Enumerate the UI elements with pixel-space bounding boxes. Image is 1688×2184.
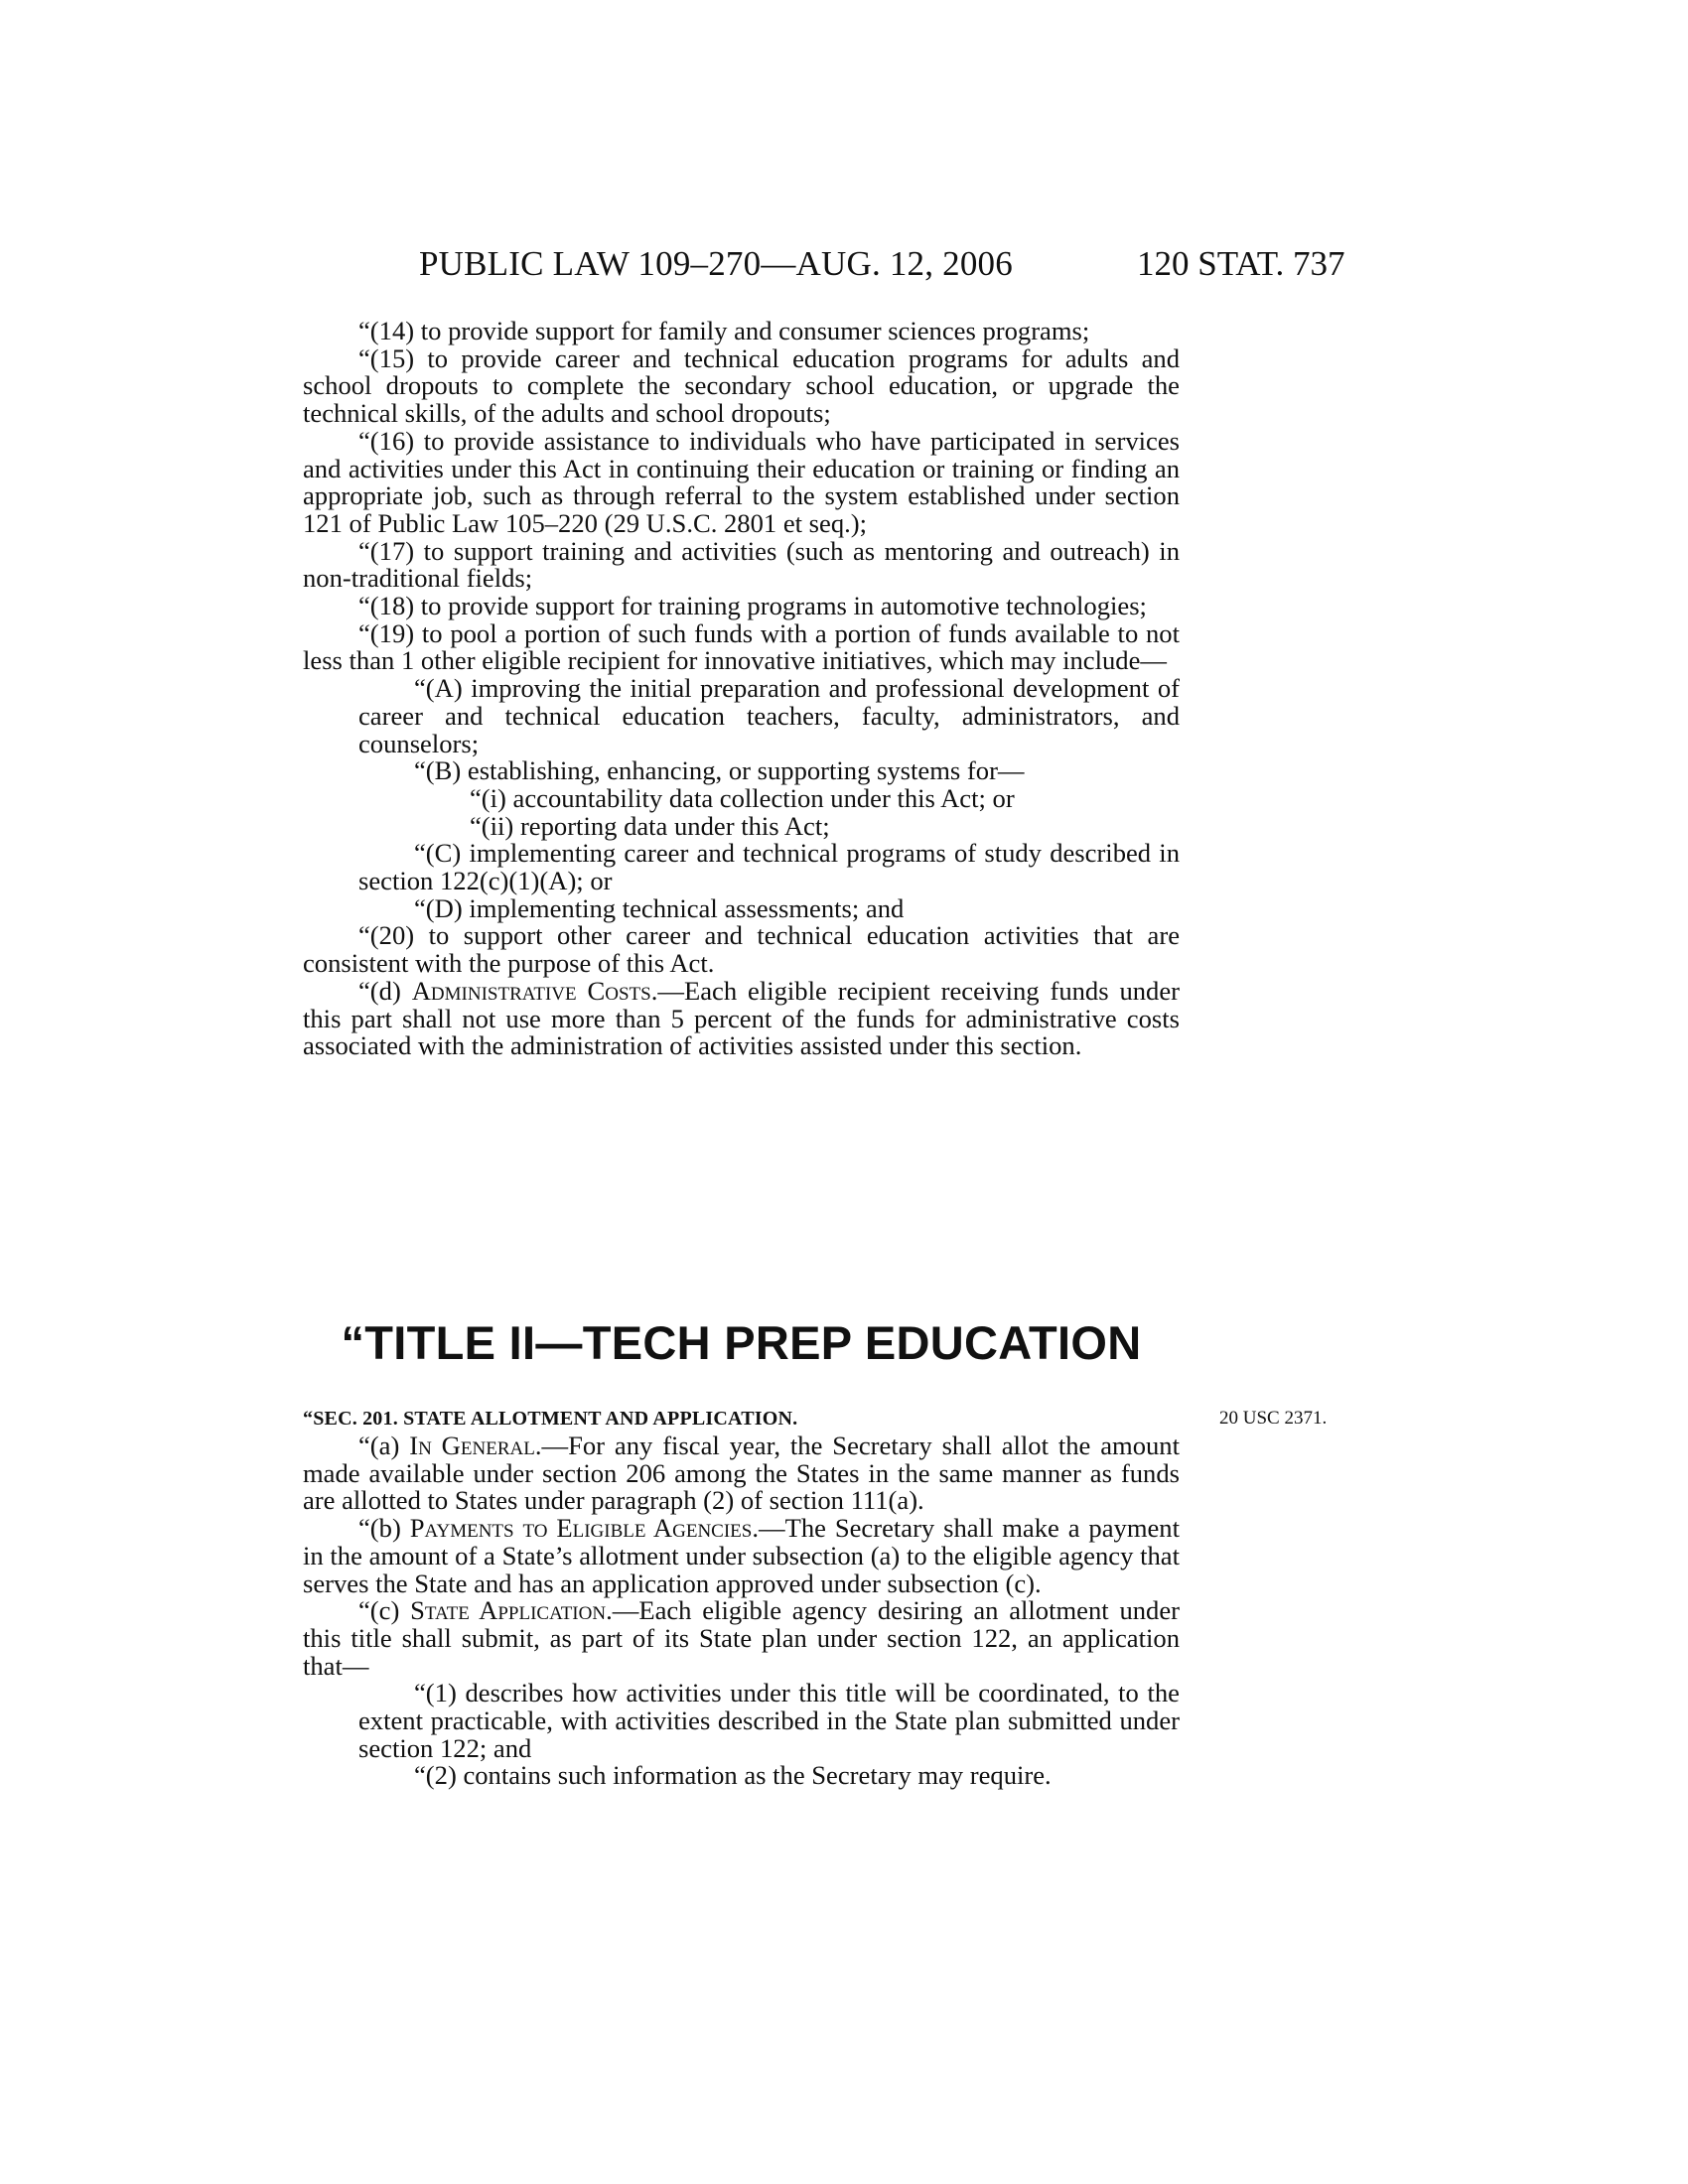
body-text-top [303,318,1180,1060]
subsection-d-heading: Administrative Costs [411,975,651,1006]
paragraph-20: “(20) to support other career and technical education activities that are consistent with the purpose of this Act. [303,920,1180,979]
subsection-c [303,1597,1180,1680]
subsection-c-body: .—Each eligible agency desiring an allotment under this title shall submit, as part of its State plan under section 122, an application that— [303,1595,1181,1681]
subparagraph-d: “(D) implementing technical assessments; and [414,892,905,923]
paragraph-19: “(19) to pool a portion of such funds with a portion of funds available to not less than 1 other eligible recipient for innovative initiatives, which may include— [303,617,1180,676]
subsection-b-heading: Payments to Eligible Agencies [409,1513,753,1544]
paragraph-18: “(18) to provide support for training programs in automotive technologies; [358,591,1147,621]
paragraph-c1: “(1) describes how activities under this title will be coordinated, to the extent practicable, with activities described in the State plan submitted under section 122; and [358,1678,1180,1763]
subsection-b-prefix: “(b) [358,1513,410,1544]
subsection-c-prefix: “(c) [358,1595,411,1626]
subsection-a-heading: In General [409,1431,535,1460]
subsection-b [303,1515,1180,1597]
subsection-a-prefix: “(a) [358,1431,410,1460]
title-heading: “TITLE II—TECH PREP EDUCATION [341,1316,1142,1369]
paragraph-c2: “(2) contains such information as the Secretary may require. [414,1760,1052,1791]
body-text-bottom [303,1433,1180,1790]
subsection-b-body: .—The Secretary shall make a payment in the amount of a State’s allotment under subsection (a) to the eligible agency that serves the State and has an application approved under subsection (c). [303,1513,1180,1598]
running-header-left: PUBLIC LAW 109–270—AUG. 12, 2006 [419,244,1013,283]
subsection-d-body: .—Each eligible recipient receiving funds under this part shall not use more than 5 percent of the funds for administrative costs associated with the administration of activities assisted under this section. [303,975,1181,1061]
subsection-d-prefix: “(d) [358,975,412,1006]
paragraph-14: “(14) to provide support for family and consumer sciences programs; [358,316,1090,345]
subsection-a [303,1433,1180,1515]
paragraph-16: “(16) to provide assistance to individuals who have participated in services and activities under this Act in continuing their education or training or finding an appropriate job, such as through referral to the system established under section 121 of Public Law 105–220 (29 U.S.C. 2801 et seq.); [303,425,1180,538]
subparagraph-b: “(B) establishing, enhancing, or supporting systems for— [414,755,1025,786]
paragraph-15: “(15) to provide career and technical education programs for adults and school dropouts to complete the secondary school education, or upgrade the technical skills, of the adults and school dropouts; [303,342,1180,429]
subparagraph-c: “(C) implementing career and technical programs of study described in section 122(c)(1)(A); or [358,838,1180,896]
section-heading: “SEC. 201. STATE ALLOTMENT AND APPLICATION. [303,1408,798,1430]
clause-ii: “(ii) reporting data under this Act; [470,810,830,841]
subsection-a-body: .—For any fiscal year, the Secretary shall allot the amount made available under section 206 among the States in the same manner as funds are allotted to States under paragraph (2) of section 111(a). [303,1431,1180,1516]
subsection-d [303,975,1181,1061]
subsection-c-heading: State Application [410,1595,607,1626]
clause-i: “(i) accountability data collection under this Act; or [470,782,1015,813]
paragraph-17: “(17) to support training and activities (such as mentoring and outreach) in non-traditional fields; [303,535,1180,594]
subparagraph-a: “(A) improving the initial preparation and professional development of career and technical education teachers, faculty, administrators, and counselors; [358,673,1180,758]
page-stat-number: 120 STAT. 737 [1137,244,1345,283]
margin-citation: 20 USC 2371. [1219,1408,1328,1429]
